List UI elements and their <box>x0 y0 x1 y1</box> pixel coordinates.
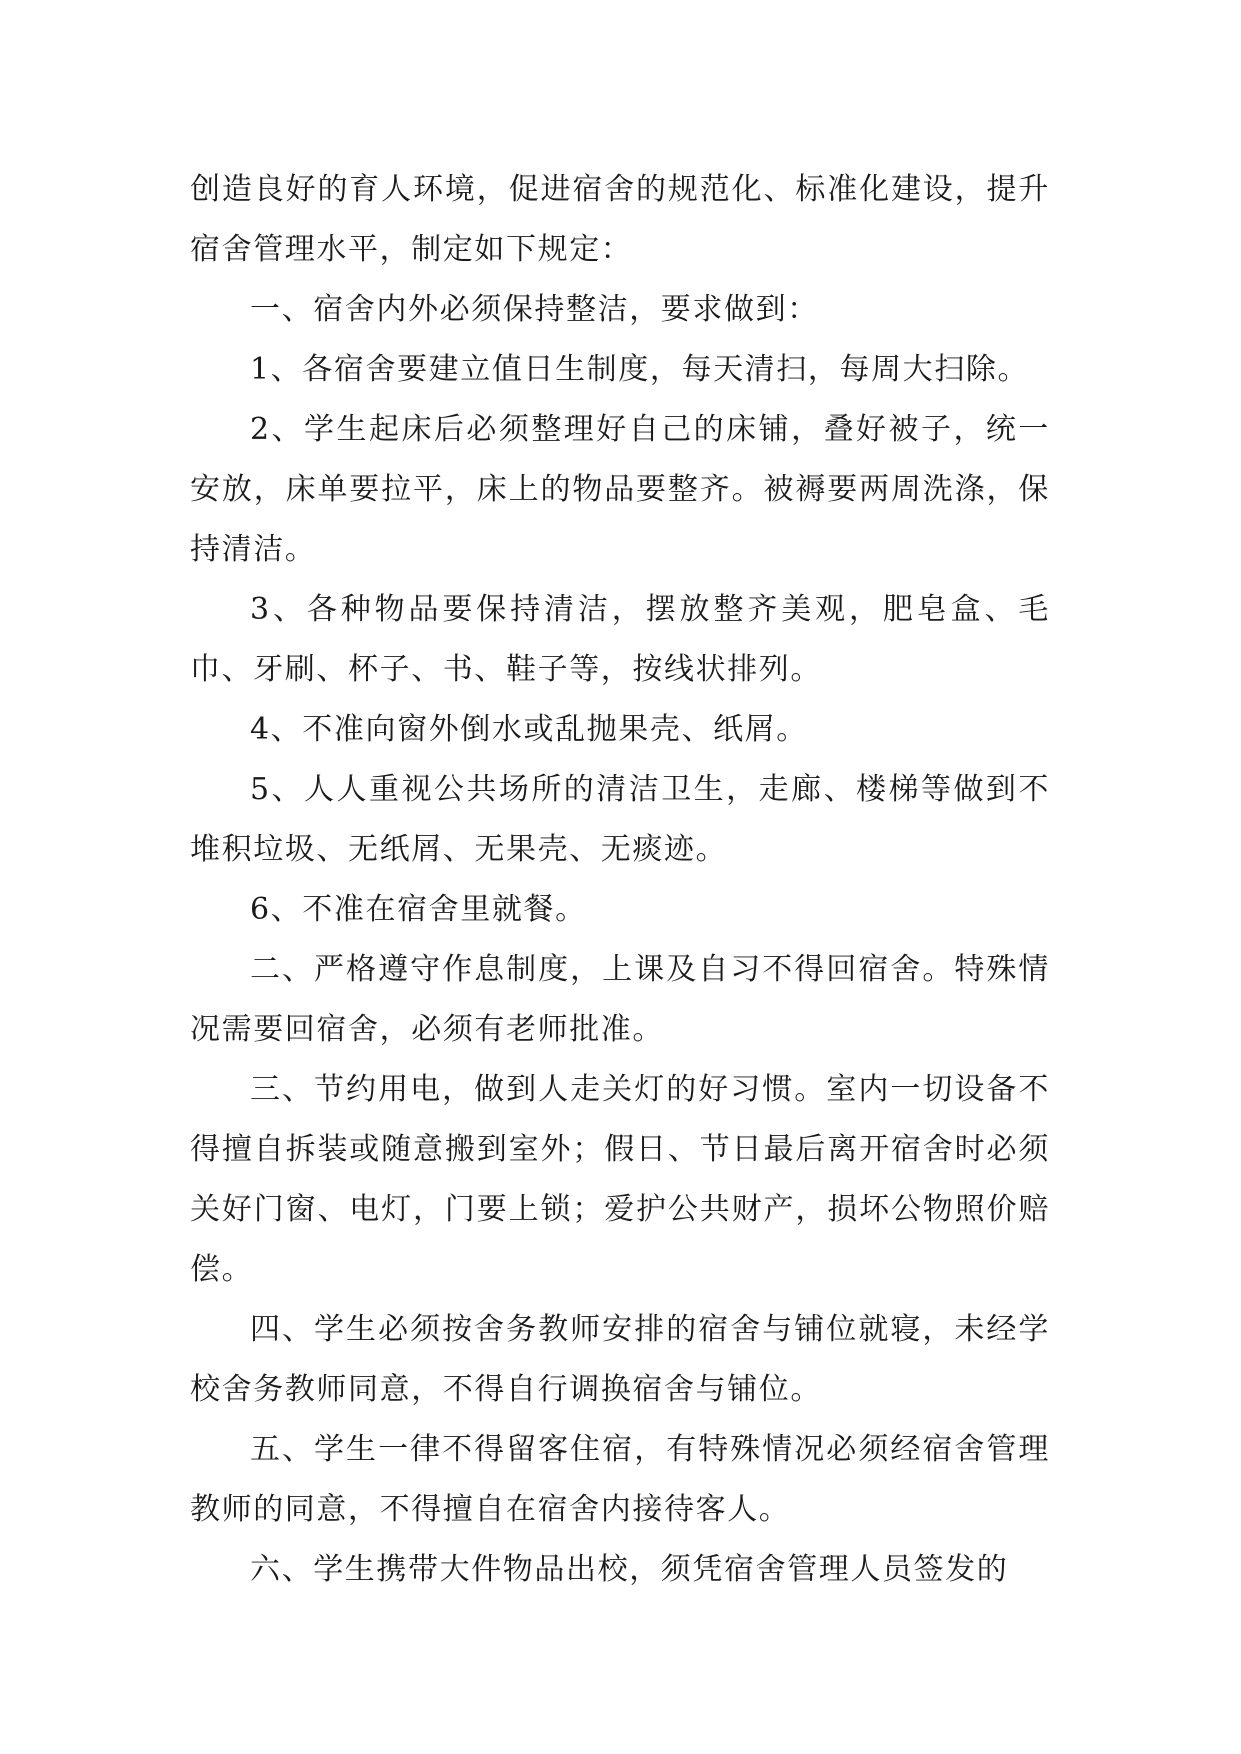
paragraph-rule-1-item-4: 4、不准向窗外倒水或乱抛果壳、纸屑。 <box>250 712 808 747</box>
document-body <box>190 160 1050 1600</box>
paragraph-rule-1-item-1: 1、各宿舍要建立值日生制度，每天清扫，每周大扫除。 <box>250 352 1030 387</box>
paragraph-rule-1-item-2: 2、学生起床后必须整理好自己的床铺，叠好被子，统一安放，床单要拉平，床上的物品要整齐。被褥要两周洗涤，保持清洁。 <box>190 412 1050 567</box>
paragraph-rule-1-item-6: 6、不准在宿舍里就餐。 <box>250 892 587 927</box>
paragraph-rule-5: 五、学生一律不得留客住宿，有特殊情况必须经宿舍管理教师的同意，不得擅自在宿舍内接待客人。 <box>190 1432 1050 1527</box>
paragraph-rule-1-item-5: 5、人人重视公共场所的清洁卫生，走廊、楼梯等做到不堆积垃圾、无纸屑、无果壳、无痰迹。 <box>190 772 1050 867</box>
paragraph-rule-1-item-3: 3、各种物品要保持清洁，摆放整齐美观，肥皂盒、毛巾、牙刷、杯子、书、鞋子等，按线状排列。 <box>190 592 1050 687</box>
paragraph-rule-4: 四、学生必须按舍务教师安排的宿舍与铺位就寝，未经学校舍务教师同意，不得自行调换宿舍与铺位。 <box>190 1312 1050 1407</box>
paragraph-rule-2: 二、严格遵守作息制度，上课及自习不得回宿舍。特殊情况需要回宿舍，必须有老师批准。 <box>190 952 1050 1047</box>
paragraph-intro: 创造良好的育人环境，促进宿舍的规范化、标准化建设，提升宿舍管理水平，制定如下规定： <box>190 172 1050 267</box>
paragraph-rule-6: 六、学生携带大件物品出校，须凭宿舍管理人员签发的 <box>250 1552 1009 1587</box>
paragraph-rule-3: 三、节约用电，做到人走关灯的好习惯。室内一切设备不得擅自拆装或随意搬到室外；假日、节日最后离开宿舍时必须关好门窗、电灯，门要上锁；爱护公共财产，损坏公物照价赔偿。 <box>190 1072 1050 1287</box>
paragraph-rule-1: 一、宿舍内外必须保持整洁，要求做到： <box>250 292 819 327</box>
